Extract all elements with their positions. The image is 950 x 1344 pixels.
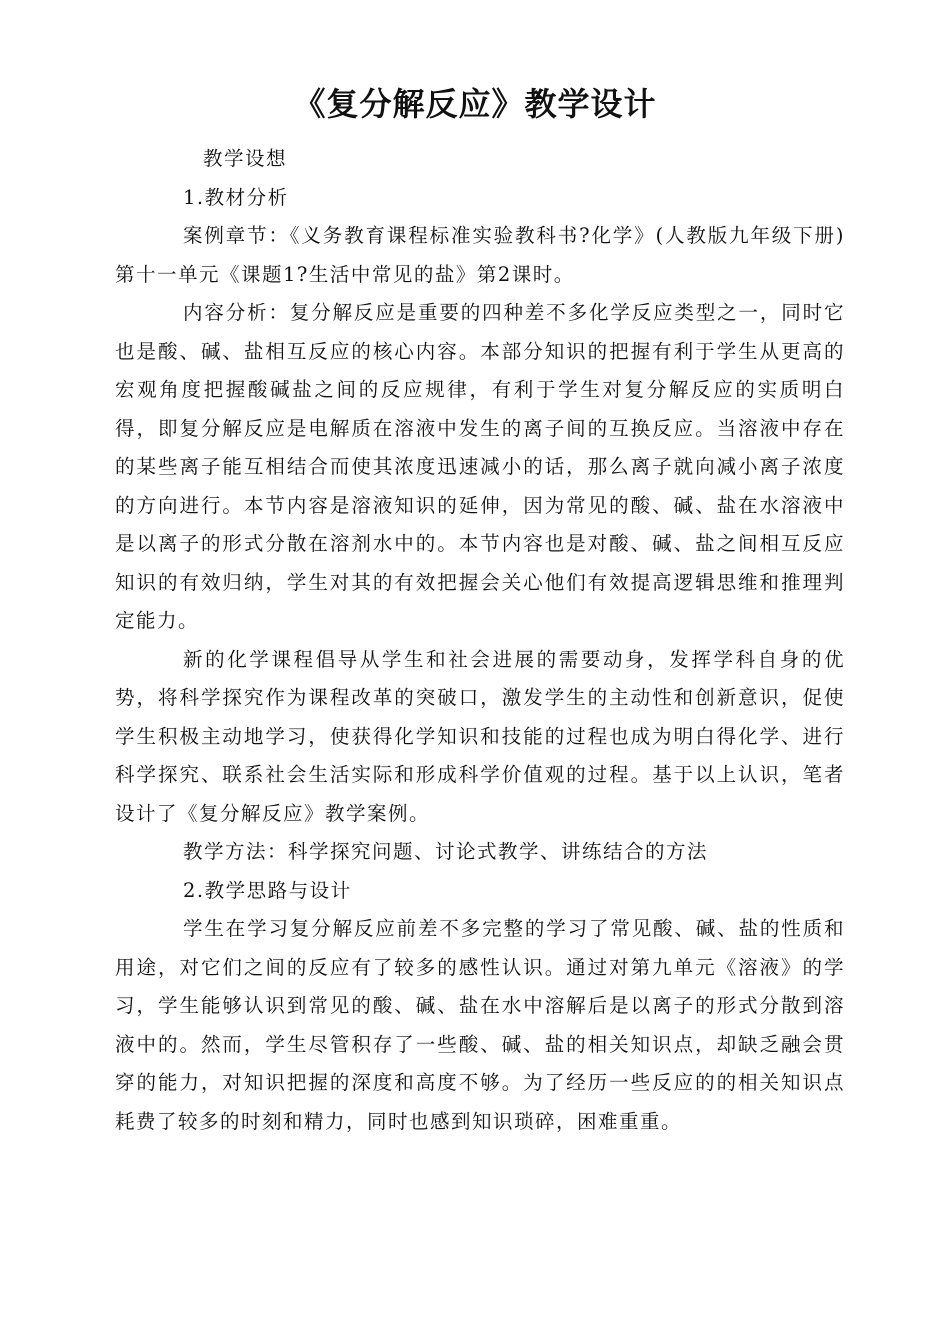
- paragraph-content-analysis: 内容分析：复分解反应是重要的四种差不多化学反应类型之一，同时它也是酸、碱、盐相互反应的核心内容。本部分知识的把握有利于学生从更高的宏观角度把握酸碱盐之间的反应规律，有利于学生对复分解反应的实质明白得，即复分解反应是电解质在溶液中发生的离子间的互换反应。当溶液中存在的某些离子能互相结合而使其浓度迅速减小的话，那么离子就向减小离子浓度的方向进行。本节内容是溶液知识的延伸，因为常见的酸、碱、盐在水溶液中是以离子的形式分散在溶剂水中的。本节内容也是对酸、碱、盐之间相互反应知识的有效归纳，学生对其的有效把握会关心他们有效提高逻辑思维和推理判定能力。: [115, 301, 845, 632]
- paragraph-teaching-method: 教学方法：科学探究问题、讨论式教学、讲练结合的方法: [183, 840, 709, 863]
- paragraph-new-curriculum: 新的化学课程倡导从学生和社会进展的需要动身，发挥学科自身的优势，将科学探究作为课程改革的突破口，激发学生的主动性和创新意识，促使学生积极主动地学习，使获得化学知识和技能的过程也成为明白得化学、进行科学探究、联系社会生活实际和形成科学价值观的过程。基于以上认识，笔者设计了《复分解反应》教学案例。: [115, 647, 845, 825]
- section-heading-textbook-analysis: 1.教材分析: [183, 185, 289, 209]
- section-heading-teaching-design: 2.教学思路与设计: [183, 878, 352, 902]
- paragraph-student-background: 学生在学习复分解反应前差不多完整的学习了常见酸、碱、盐的性质和用途，对它们之间的反应有了较多的感性认识。通过对第九单元《溶液》的学习，学生能够认识到常见的酸、碱、盐在水中溶解后是以离子的形式分散到溶液中的。然而，学生尽管积存了一些酸、碱、盐的相关知识点，却缺乏融会贯穿的能力，对知识把握的深度和高度不够。为了经历一些反应的的相关知识点耗费了较多的时刻和精力，同时也感到知识琐碎，困难重重。: [115, 917, 845, 1133]
- document-body: [115, 140, 845, 1141]
- paragraph-case-chapter: 案例章节：《义务教育课程标准实验教科书?化学》(人教版九年级下册)第十一单元《课题1?生活中常见的盐》第2课时。: [115, 224, 845, 286]
- section-heading-teaching-idea: 教学设想: [203, 147, 288, 170]
- document-title: 《复分解反应》教学设计: [293, 85, 657, 123]
